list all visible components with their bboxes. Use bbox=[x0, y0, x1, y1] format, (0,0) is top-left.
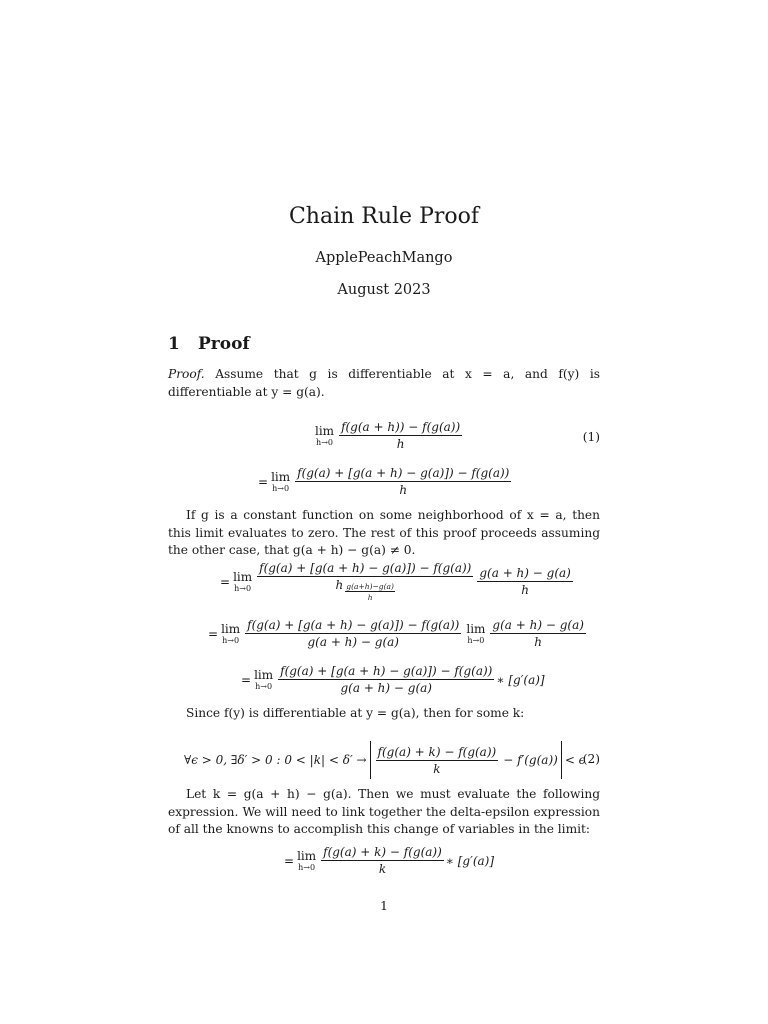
equation-1 bbox=[312, 420, 464, 451]
paragraph-text: Assume that g is differentiable at x = a, and f(y) is differentiable at y = g(a). bbox=[168, 367, 600, 399]
limit-operator: lim h→0 bbox=[233, 570, 253, 593]
fraction: $\frac{f(g(a) + k) - f(g(a))}{k}$ bbox=[377, 744, 497, 776]
paper-title: Chain Rule Proof bbox=[288, 204, 480, 229]
fraction: $\frac{f(g(a + h)) - f(g(a))}{h}$ bbox=[341, 420, 461, 451]
fraction: $\frac{f(g(a) + [g(a + h) - g(a)]) - f(g(a))}{g(a + h) - g(a)}$ bbox=[280, 664, 493, 695]
fraction: $\frac{f(g(a) + [g(a + h) - g(a)]) - f(g(a))}{g(a + h) - g(a)}$ bbox=[247, 618, 460, 649]
page-number: 1 bbox=[380, 898, 388, 913]
equation-5: = lim h→0 $\frac{f(g(a) + [g(a + h) - g(a)]) - f(g(a))}{g(a + h) - g(a)}$ ∗ [g′(a)] bbox=[241, 664, 545, 695]
equation-7: = lim h→0 $\frac{f(g(a) + k) - f(g(a))}{k}$ ∗ [g′(a)] bbox=[284, 845, 495, 876]
equation-number-1: (1) bbox=[582, 430, 600, 444]
author: ApplePeachMango bbox=[315, 250, 453, 266]
fraction: $\frac{f(g(a) + k) - f(g(a))}{k}$ bbox=[323, 845, 442, 876]
absolute-value-bar-left bbox=[370, 741, 371, 779]
fraction: f(g(a) + [g(a + h) − g(a)]) − f(g(a)) h $\frac{g(a+h)-g(a)}{h}$ bbox=[259, 561, 472, 602]
fraction: $\frac{g(a + h) - g(a)}{h}$ bbox=[492, 618, 584, 649]
equation-3: = lim h→0 f(g(a) + [g(a + h) − g(a)]) − f(g(a)) h $\frac{g(a+h)-g(a)}{h}$ $\frac{g(a + h) - g(a)}{h}$ bbox=[220, 561, 571, 602]
section-heading bbox=[168, 334, 250, 354]
limit-operator: lim h→0 bbox=[254, 668, 274, 691]
absolute-value-bar-right bbox=[561, 741, 562, 779]
paragraph-constant-case: If g is a constant function on some neighborhood of x = a, then this limit evaluates to zero. The rest of this proof proceeds assuming the other case, that g(a + h) − g(a) ≠ 0. bbox=[168, 508, 600, 557]
limit-operator: lim h→0 bbox=[297, 849, 317, 872]
section-number: 1 bbox=[168, 334, 180, 354]
date: August 2023 bbox=[337, 282, 431, 298]
equation-4: = lim h→0 $\frac{f(g(a) + [g(a + h) - g(a)]) - f(g(a))}{g(a + h) - g(a)}$ lim h→0 $\frac{g(a + h) - g(a)}{h}$ bbox=[208, 618, 584, 649]
fraction: $\frac{f(g(a) + [g(a + h) - g(a)]) - f(g(a))}{h}$ bbox=[297, 466, 510, 497]
limit-operator: lim h→0 bbox=[315, 424, 335, 447]
equation-2: ∀ϵ > 0, ∃δ′ > 0 : 0 < |k| < δ′ → $\frac{f(g(a) + k) - f(g(a))}{k}$ − f′(g(a)) < ϵ bbox=[184, 741, 585, 779]
proof-label: Proof. bbox=[168, 367, 205, 381]
limit-operator: lim h→0 bbox=[221, 622, 241, 645]
limit-operator: lim h→0 bbox=[271, 470, 291, 493]
paragraph-assumption bbox=[168, 366, 600, 401]
equation-1b: = lim h→0 $\frac{f(g(a) + [g(a + h) - g(a)]) - f(g(a))}{h}$ bbox=[258, 466, 510, 497]
limit-operator: lim h→0 bbox=[466, 622, 486, 645]
equation-number-2: (2) bbox=[582, 752, 600, 766]
fraction: $\frac{g(a + h) - g(a)}{h}$ bbox=[479, 566, 571, 597]
paragraph-substitution: Let k = g(a + h) − g(a). Then we must evaluate the following expression. We will need to link together the delta-epsilon expression of all the knowns to accomplish this change of variables in the limit: bbox=[168, 787, 600, 836]
section-title: Proof bbox=[198, 334, 250, 354]
paragraph-differentiability: Since f(y) is differentiable at y = g(a), then for some k: bbox=[186, 706, 525, 720]
